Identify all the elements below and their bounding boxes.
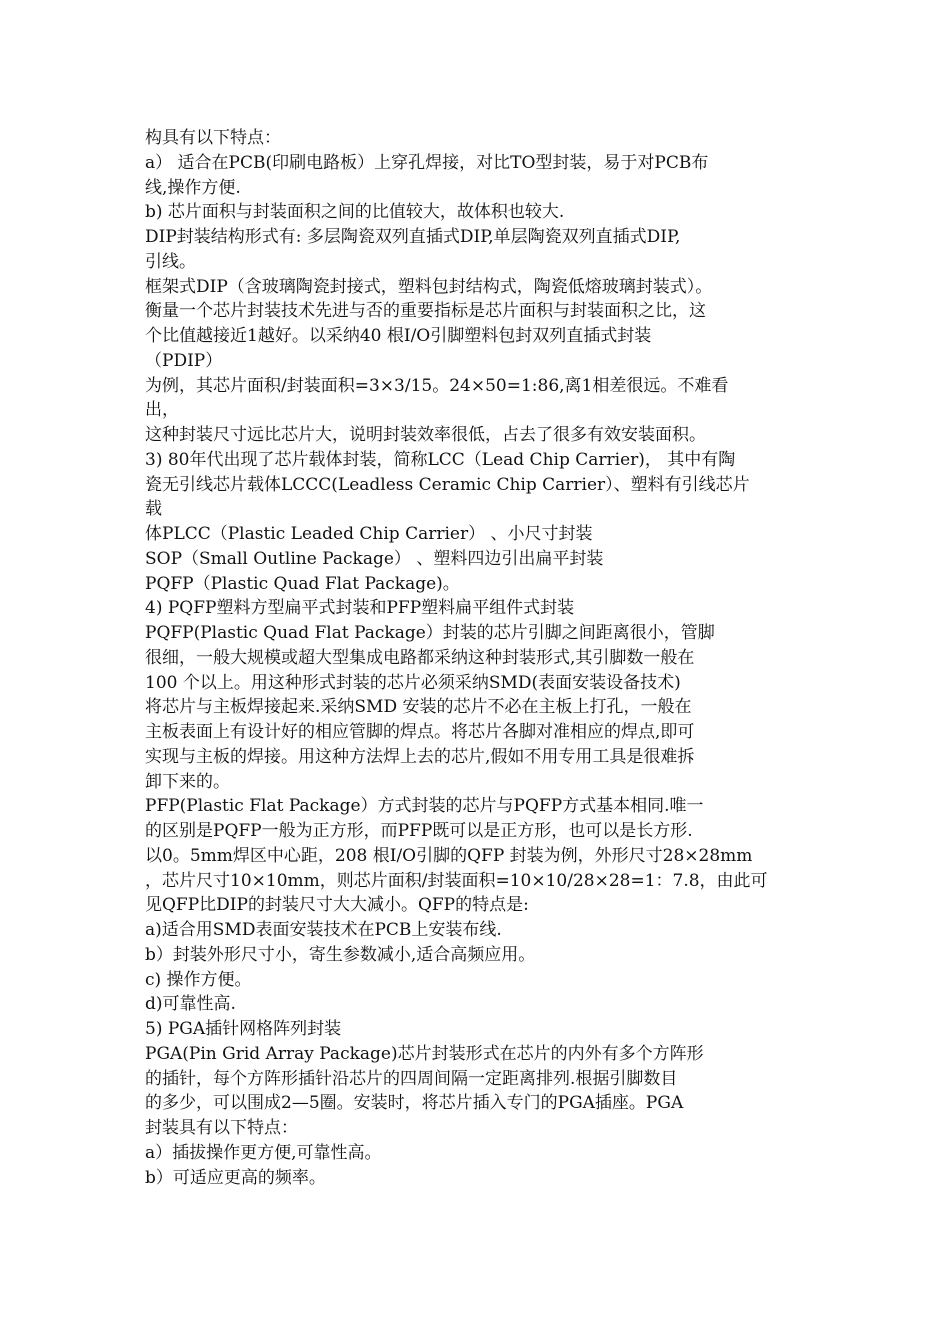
text-line: 4) PQFP塑料方型扁平式封装和PFP塑料扁平组件式封装: [145, 598, 575, 619]
text-line: 很细，一般大规模或超大型集成电路都采纳这种封装形式,其引脚数一般在: [145, 647, 695, 668]
text-line: 100 个以上。用这种形式封装的芯片必须采纳SMD(表面安装设备技术): [145, 672, 681, 693]
document-body: [145, 126, 825, 1190]
text-line: 引线。: [145, 251, 196, 272]
text-line: 这种封装尺寸远比芯片大，说明封装效率很低，占去了很多有效安装面积。: [145, 425, 706, 445]
text-line: 以0。5mm焊区中心距，208 根I/O引脚的QFP 封装为例，外形尺寸28×28mm: [145, 845, 753, 866]
text-line: d)可靠性高.: [145, 994, 236, 1015]
text-line: PGA(Pin Grid Array Package)芯片封装形式在芯片的内外有多个方阵形: [145, 1043, 704, 1064]
text-line: （PDIP）: [145, 350, 223, 371]
text-line: a） 适合在PCB(印刷电路板）上穿孔焊接，对比TO型封装，易于对PCB布: [145, 152, 709, 173]
text-line: 3) 80年代出现了芯片载体封装，简称LCC（Lead Chip Carrier)， 其中有陶: [145, 449, 736, 470]
text-line: 主板表面上有设计好的相应管脚的焊点。将芯片各脚对准相应的焊点,即可: [145, 722, 695, 742]
text-line: PFP(Plastic Flat Package）方式封装的芯片与PQFP方式基本相同.唯一: [145, 796, 704, 817]
text-line: 构具有以下特点：: [145, 128, 281, 148]
text-line: PQFP(Plastic Quad Flat Package）封装的芯片引脚之间距离很小，管脚: [145, 623, 715, 643]
text-line: 体PLCC（Plastic Leaded Chip Carrier） 、小尺寸封装: [145, 524, 593, 544]
text-line: PQFP（Plastic Quad Flat Package)。: [145, 573, 460, 594]
text-line: 出，: [145, 400, 179, 421]
text-line: 为例，其芯片面积/封装面积=3×3/15。24×50=1:86,离1相差很远。不难看: [145, 375, 729, 396]
text-line: SOP（Small Outline Package） 、塑料四边引出扁平封装: [145, 548, 604, 569]
text-line: b) 芯片面积与封装面积之间的比值较大，故体积也较大.: [145, 202, 565, 223]
text-line: a)适合用SMD表面安装技术在PCB上安装布线.: [145, 920, 502, 940]
text-line: 线,操作方便.: [145, 177, 241, 198]
text-line: 将芯片与主板焊接起来.采纳SMD 安装的芯片不必在主板上打孔，一般在: [145, 697, 692, 718]
text-line: 个比值越接近1越好。以采纳40 根I/O引脚塑料包封双列直插式封装: [145, 326, 652, 346]
text-line: DIP封装结构形式有: 多层陶瓷双列直插式DIP,单层陶瓷双列直插式DIP,: [145, 227, 681, 247]
text-line: 见QFP比DIP的封装尺寸大大减小。QFP的特点是:: [145, 895, 529, 916]
text-line: 的多少，可以围成2—5圈。安装时，将芯片插入专门的PGA插座。PGA: [145, 1093, 684, 1114]
text-line: 的区别是PQFP一般为正方形，而PFP既可以是正方形，也可以是长方形.: [145, 821, 693, 841]
text-line: 瓷无引线芯片载体LCCC(Leadless Ceramic Chip Carrier）、塑料有引线芯片: [145, 474, 750, 495]
text-line: 的插针，每个方阵形插针沿芯片的四周间隔一定距离排列.根据引脚数目: [145, 1068, 678, 1089]
text-line: 卸下来的。: [145, 771, 230, 792]
text-line: 封装具有以下特点：: [145, 1118, 298, 1138]
text-line: b）可适应更高的频率。: [145, 1167, 326, 1188]
text-line: b）封装外形尺寸小，寄生参数减小,适合高频应用。: [145, 944, 536, 965]
text-line: 框架式DIP（含玻璃陶瓷封接式，塑料包封结构式，陶瓷低熔玻璃封装式）。: [145, 276, 713, 297]
text-line: 载: [145, 499, 162, 520]
text-line: 5) PGA插针网格阵列封装: [145, 1019, 342, 1039]
text-line: 实现与主板的焊接。用这种方法焊上去的芯片,假如不用专用工具是很难拆: [145, 746, 695, 767]
text-line: a）插拔操作更方便,可靠性高。: [145, 1142, 382, 1163]
text-line: ，芯片尺寸10×10mm，则芯片面积/封装面积=10×10/28×28=1：7.8，由此可: [145, 870, 768, 891]
text-line: 衡量一个芯片封装技术先进与否的重要指标是芯片面积与封装面积之比，这: [145, 301, 706, 322]
text-line: c) 操作方便。: [145, 969, 252, 990]
